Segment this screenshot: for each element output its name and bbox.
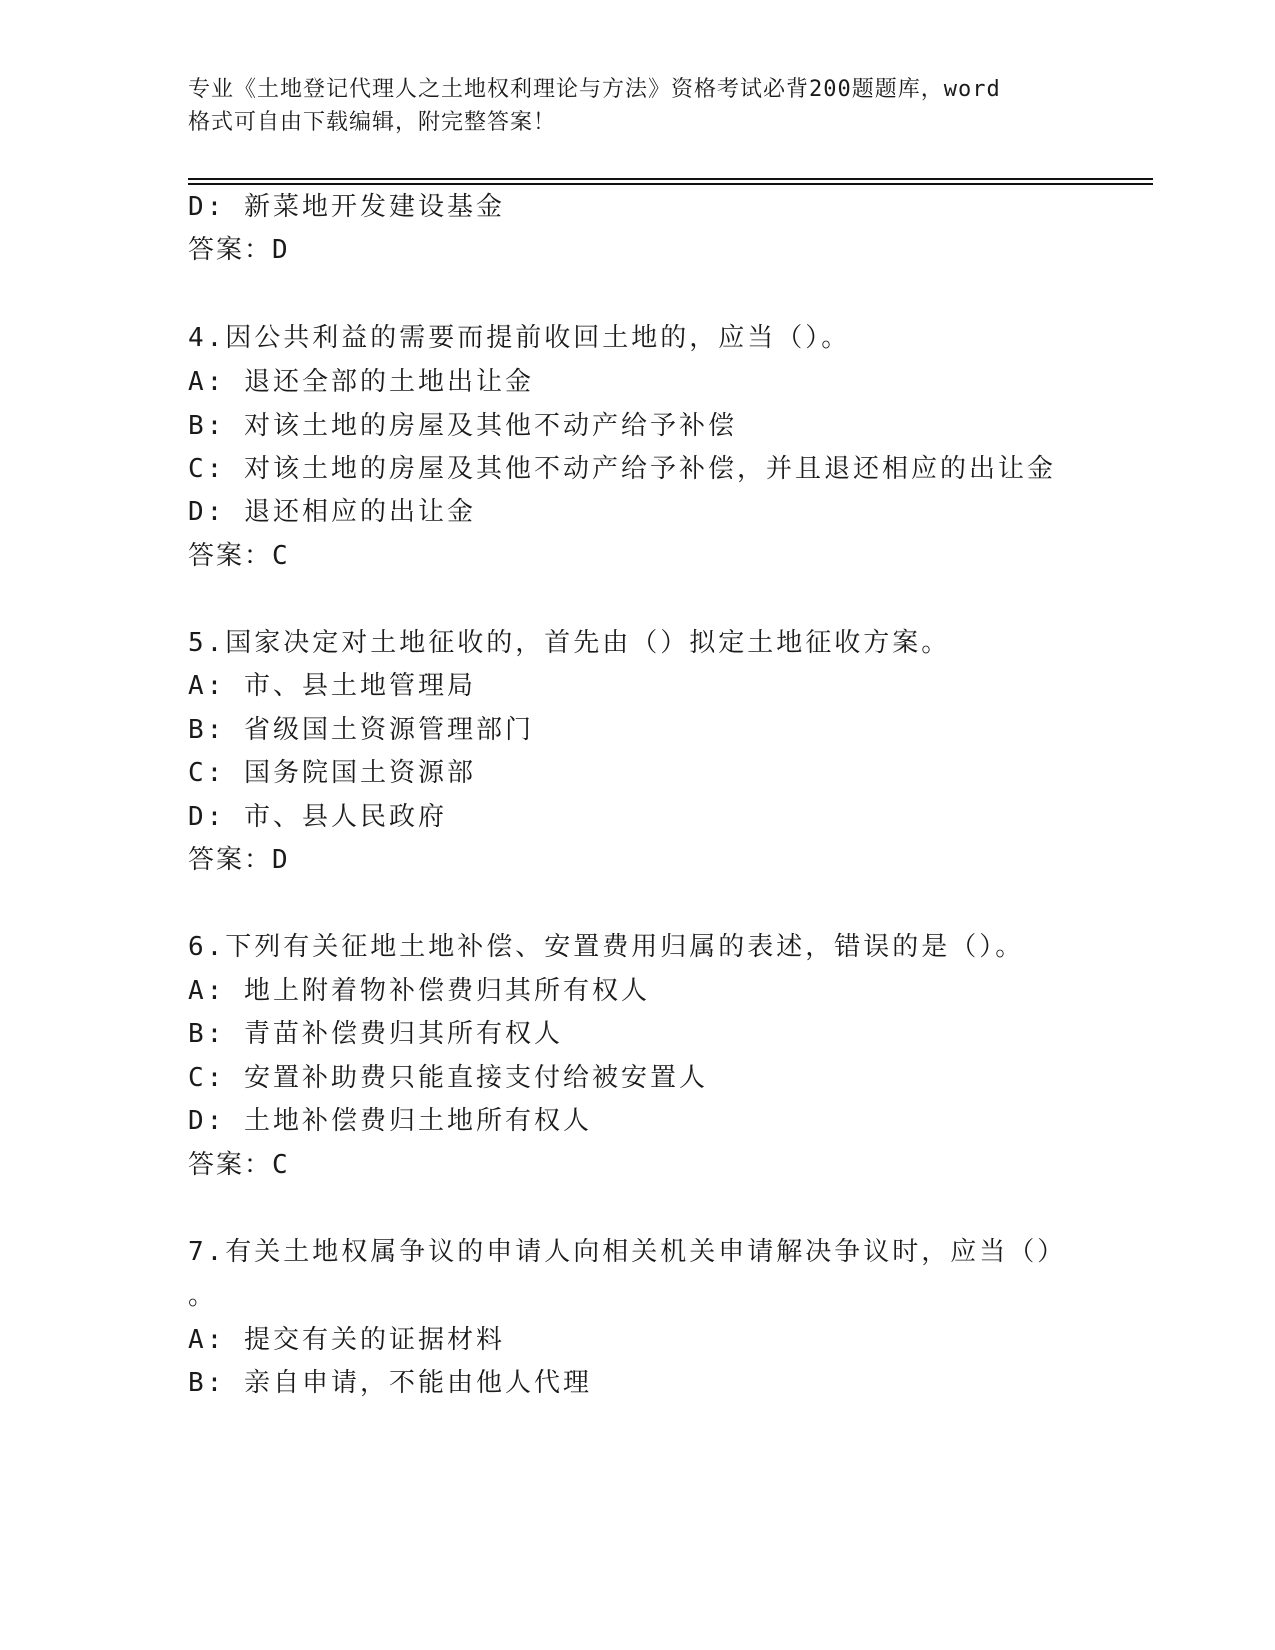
- question-4-option-a: A: 退还全部的土地出让金: [188, 367, 534, 397]
- header-line-1: 专业《土地登记代理人之土地权利理论与方法》资格考试必背200题题库，word: [188, 77, 1001, 102]
- header-divider-top: [188, 178, 1153, 180]
- answer-value: D: [272, 845, 290, 875]
- question-4-option-c: C: 对该土地的房屋及其他不动产给予补偿，并且退还相应的出让金: [188, 454, 1056, 484]
- header-line-2: 格式可自由下载编辑，附完整答案！: [188, 110, 557, 135]
- header-divider-bottom: [188, 183, 1153, 185]
- question-4-stem: 4.因公共利益的需要而提前收回土地的，应当（）。: [188, 323, 851, 353]
- prev-option-d: D: 新菜地开发建设基金: [188, 192, 505, 222]
- question-7-option-a: A: 提交有关的证据材料: [188, 1325, 505, 1355]
- question-5-stem: 5.国家决定对土地征收的，首先由（）拟定土地征收方案。: [188, 628, 951, 658]
- question-7-stem: 7.有关土地权属争议的申请人向相关机关申请解决争议时，应当（）: [188, 1237, 1067, 1267]
- question-6-option-b: B: 青苗补偿费归其所有权人: [188, 1019, 563, 1049]
- question-7-stem-continuation: 。: [188, 1281, 215, 1311]
- question-6-option-c: C: 安置补助费只能直接支付给被安置人: [188, 1063, 708, 1093]
- question-4-answer: [188, 540, 290, 572]
- answer-value: C: [272, 1150, 290, 1180]
- question-6-answer: [188, 1149, 290, 1181]
- question-7-option-b: B: 亲自申请，不能由他人代理: [188, 1368, 592, 1398]
- question-5-option-a: A: 市、县土地管理局: [188, 671, 476, 701]
- question-6-stem: 6.下列有关征地土地补偿、安置费用归属的表述，错误的是（）。: [188, 932, 1025, 962]
- question-4-option-d: D: 退还相应的出让金: [188, 497, 476, 527]
- prev-answer: [188, 234, 290, 266]
- answer-label: 答案：: [188, 235, 273, 265]
- question-5-option-c: C: 国务院国土资源部: [188, 758, 476, 788]
- answer-label: 答案：: [188, 541, 273, 571]
- answer-value: D: [272, 235, 290, 265]
- question-5-option-b: B: 省级国土资源管理部门: [188, 715, 534, 745]
- answer-label: 答案：: [188, 845, 273, 875]
- document-header: [188, 73, 1068, 139]
- answer-value: C: [272, 541, 290, 571]
- question-5-option-d: D: 市、县人民政府: [188, 802, 447, 832]
- question-4-option-b: B: 对该土地的房屋及其他不动产给予补偿: [188, 411, 737, 441]
- question-5-answer: [188, 844, 290, 876]
- question-6-option-d: D: 土地补偿费归土地所有权人: [188, 1106, 592, 1136]
- answer-label: 答案：: [188, 1150, 273, 1180]
- question-6-option-a: A: 地上附着物补偿费归其所有权人: [188, 976, 650, 1006]
